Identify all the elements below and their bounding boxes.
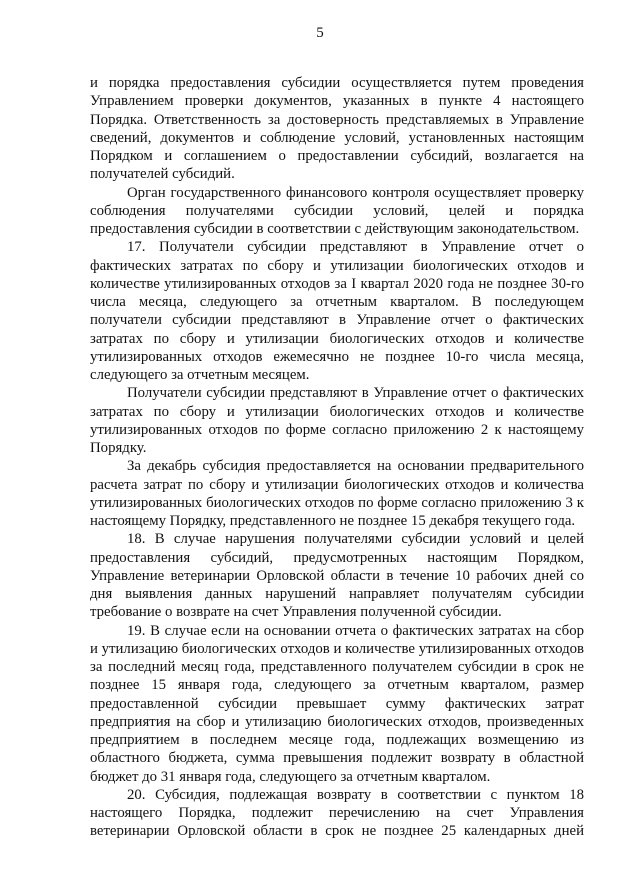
page-number: 5	[316, 25, 324, 41]
paragraph-item-18: 18. В случае нарушения получателями субсидии условий и целей предоставления субсидий, предусмотренных настоящим Порядком, Управление ветеринарии Орловской области в течение 10 рабочих дней со дня выявления данных нарушений направляет получателям субсидии требование о возврате на счет Управления полученной субсидии.	[90, 531, 584, 621]
paragraph-december-subsidy: За декабрь субсидия предоставляется на основании предварительного расчета затрат по сбору и утилизации биологических отходов и количества утилизированных биологических отходов по форме согласно приложению 3 к настоящему Порядку, представленного не позднее 15 декабря текущего года.	[90, 458, 584, 529]
document-body	[90, 74, 584, 841]
paragraph-continuation: и порядка предоставления субсидии осуществляется путем проведения Управлением проверки документов, указанных в пункте 4 настоящего Порядка. Ответственность за достоверность представляемых в Управление сведений, документов и соблюдение условий, установленных настоящим Порядком и соглашением о предоставлении субсидий, возлагается на получателей субсидий.	[90, 75, 584, 183]
paragraph-item-19: 19. В случае если на основании отчета о фактических затратах на сбор и утилизацию биологических отходов и количестве утилизированных отходов за последний месяц года, представленного получателем субсидии в срок не позднее 15 января года, следующего за отчетным кварталом, размер предоставленной субсидии превышает сумму фактических затрат предприятия на сбор и утилизацию биологических отходов, произведенных предприятием в последнем месяце года, подлежащих возмещению из областного бюджета, сумма превышения подлежит возврату в областной бюджет до 31 января года, следующего за отчетным кварталом.	[90, 622, 584, 785]
paragraph-item-17: 17. Получатели субсидии представляют в Управление отчет о фактических затратах по сбору и утилизации биологических отходов и количестве утилизированных отходов за I квартал 2020 года не позднее 30-го числа месяца, следующего за отчетным кварталом. В последующем получатели субсидии представляют в Управление отчет о фактических затратах по сбору и утилизации биологических отходов и количестве утилизированных отходов ежемесячно не позднее 10-го числа месяца, следующего за отчетным месяцем.	[90, 239, 584, 383]
paragraph-financial-control: Орган государственного финансового контроля осуществляет проверку соблюдения получателями субсидии условий, целей и порядка предоставления субсидии в соответствии с действующим законодательством.	[90, 184, 584, 237]
paragraph-report-form: Получатели субсидии представляют в Управление отчет о фактических затратах по сбору и утилизации биологических отходов и количестве утилизированных отходов по форме согласно приложению 2 к настоящему Порядку.	[90, 385, 584, 456]
paragraph-item-20: 20. Субсидия, подлежащая возврату в соответствии с пунктом 18 настоящего Порядка, подлежит перечислению на счет Управления ветеринарии Орловской области в срок не позднее 25 календарных дней	[90, 786, 584, 840]
